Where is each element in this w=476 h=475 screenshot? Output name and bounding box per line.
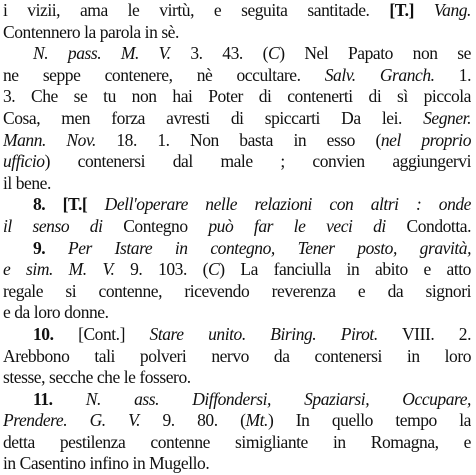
text-segment: N. ass. Diffondersi, Spaziarsi, Occupare, (85, 388, 471, 409)
text-line-8 (3, 151, 471, 173)
text-segment: detta pestilenza contenne simigliante in Romagna, e (3, 431, 471, 452)
text-segment: ne seppe contenere, nè occultare. (3, 64, 325, 85)
text-segment: Arebbono tali polveri nervo da contenersi in loro (3, 345, 471, 366)
text-line-5 (3, 86, 471, 108)
text-line-22 (3, 453, 471, 475)
text-segment: ) La fanciulla in abito e atto (219, 259, 471, 280)
text-segment: 3. Che se tu non hai Poter di contenerti di sì piccola (3, 86, 471, 107)
text-segment: Vang. (433, 0, 471, 20)
text-segment: 9. 80. ( (140, 410, 246, 431)
text-segment: ) Nel Papato non se (279, 43, 471, 64)
text-line-12 (3, 238, 471, 260)
text-line-10 (3, 194, 471, 216)
text-segment: Mann. Nov. (3, 129, 96, 150)
text-segment: può far le veci di (208, 215, 386, 236)
text-line-16 (3, 324, 471, 346)
text-segment: [T.] (389, 0, 414, 20)
dictionary-page (3, 0, 471, 475)
text-segment: stesse, secche che le fossero. (3, 367, 191, 388)
text-line-4 (3, 65, 471, 87)
text-segment: Salv. Granch. (324, 64, 435, 85)
text-line-3 (3, 43, 471, 65)
text-line-13 (3, 259, 471, 281)
text-line-15 (3, 302, 471, 324)
text-segment: 3. 43. ( (170, 43, 268, 64)
text-line-1 (3, 0, 471, 22)
text-segment: Cosa, men forza avresti di spiccarti Da lei. (3, 107, 424, 128)
text-segment: ) contenersi dal male ; convien aggiungervi (44, 151, 471, 172)
text-segment: 9. (33, 237, 68, 258)
text-segment: 10. (33, 323, 79, 344)
text-segment: VIII. 2. (377, 323, 471, 344)
text-segment (125, 324, 150, 344)
text-line-6 (3, 108, 471, 130)
text-segment: 1. (434, 64, 471, 85)
text-segment: i vizii, ama le virtù, e seguita santitade. (3, 0, 390, 20)
text-segment: Stare unito. Biring. Pirot. (149, 323, 378, 344)
text-segment: il senso di (3, 215, 103, 236)
text-segment (414, 0, 434, 20)
text-segment: C (267, 43, 280, 64)
text-segment (87, 194, 104, 214)
text-segment: N. pass. M. V. (33, 43, 171, 64)
text-segment: [Cont.] (78, 323, 125, 344)
text-segment: Dell'operare nelle relazioni con altri : onde (104, 194, 471, 215)
text-line-21 (3, 432, 471, 454)
text-line-7 (3, 130, 471, 152)
text-segment: Contegno (102, 215, 209, 236)
text-line-2 (3, 22, 471, 44)
text-line-11 (3, 216, 471, 238)
text-segment: Mt. (245, 410, 268, 431)
text-segment: Prendere. G. V. (3, 410, 141, 431)
text-line-20 (3, 410, 471, 432)
text-segment: ufficio (3, 151, 45, 172)
text-segment: 18. 1. Non basta in esso ( (95, 129, 381, 150)
text-segment: il bene. (3, 172, 51, 193)
text-segment: 11. (33, 388, 86, 409)
text-segment: 8. (33, 194, 63, 215)
text-segment: Segner. (423, 107, 471, 128)
text-segment: Contennero la parola in sè. (3, 21, 179, 42)
text-line-19 (3, 389, 471, 411)
text-line-14 (3, 281, 471, 303)
text-segment: Per Istare in contegno, Tener posto, gravità, (67, 237, 471, 258)
text-segment: C (208, 259, 220, 280)
text-segment: e da loro donne. (3, 302, 109, 323)
text-line-17 (3, 346, 471, 368)
text-segment: [T.[ (62, 194, 88, 215)
text-segment: Condotta. (385, 215, 471, 236)
text-segment: regale si contenne, ricevendo reverenza e da signori (3, 280, 471, 301)
text-line-9 (3, 173, 471, 195)
text-segment: nel proprio (380, 129, 471, 150)
text-line-18 (3, 367, 471, 389)
text-segment: e sim. M. V. (3, 259, 115, 280)
text-segment: in Casentino infino in Mugello. (3, 453, 210, 474)
text-segment: 9. 103. ( (114, 259, 209, 280)
text-segment: ) In quello tempo la (267, 410, 471, 431)
